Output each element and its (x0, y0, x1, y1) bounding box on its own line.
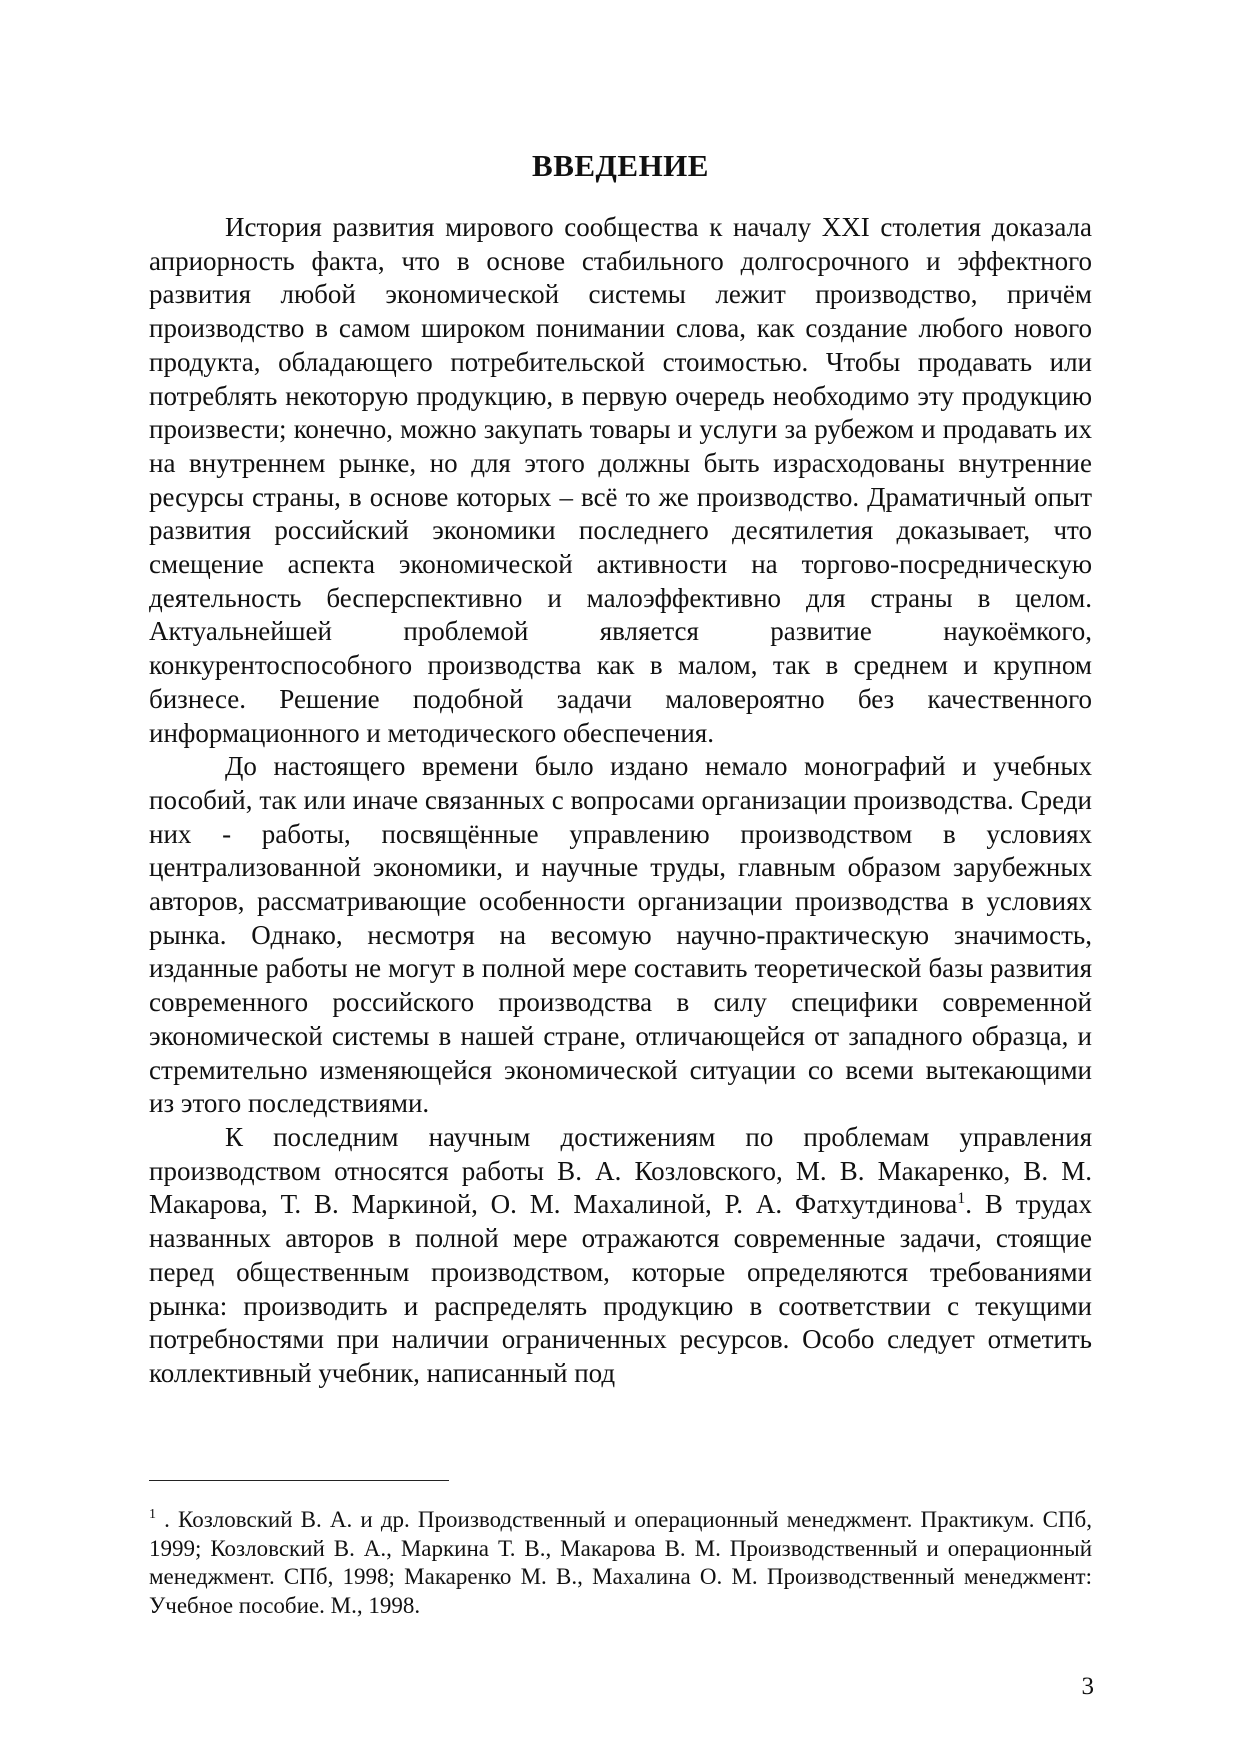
paragraph-2: До настоящего времени было издано немало монографий и учебных пособий, так или иначе связанных с вопросами организации производства. Среди них - работы, посвящённые управлению производством в условиях централизованной экономики, и научные труды, главным образом зарубежных авторов, рассматривающие особенности организации производства в условиях рынка. Однако, несмотря на весомую научно-практическую значимость, изданные работы не могут в полной мере составить теоретической базы развития современного российского производства в силу специфики современной экономической системы в нашей стране, отличающейся от западного образца, и стремительно изменяющейся экономической ситуации со всеми вытекающими из этого последствиями. (149, 751, 1092, 1119)
paragraph-1: История развития мирового сообщества к началу XXI столетия доказала априорность факта, что в основе стабильного долгосрочного и эффектного развития любой экономической системы лежит производство, причём производство в самом широком понимании слова, как создание любого нового продукта, обладающего потребительской стоимостью. Чтобы продавать или потреблять некоторую продукцию, в первую очередь необходимо эту продукцию произвести; конечно, можно закупать товары и услуги за рубежом и продавать их на внутреннем рынке, но для этого должны быть израсходованы внутренние ресурсы страны, в основе которых – всё то же производство. Драматичный опыт развития российский экономики последнего десятилетия доказывает, что смещение аспекта экономической активности на торгово-посредническую деятельность бесперспективно и малоэффективно для страны в целом. Актуальнейшей проблемой является развитие наукоёмкого, конкурентоспособного производства как в малом, так в среднем и крупном бизнесе. Решение подобной задачи маловероятно без качественного информационного и методического обеспечения. (149, 212, 1092, 748)
footnote-entry (149, 1506, 1092, 1620)
paragraph-3 (149, 1121, 1092, 1391)
paragraph-3-text-before-note: К последним научным достижениям по проблемам управления производством относятся работы В. А. Козловского, М. В. Макаренко, В. М. Макарова, Т. В. Маркиной, О. М. Махалиной, Р. А. Фатхутдинова (149, 1121, 1092, 1220)
paragraph-3-text-after-note: . В трудах названных авторов в полной мере отражаются современные задачи, стоящие перед общественным производством, которые определяются требованиями рынка: производить и распределять продукцию в соответствии с текущими потребностями при наличии ограниченных ресурсов. Особо следует отметить коллективный учебник, написанный под (149, 1189, 1092, 1388)
footnote-text: . Козловский В. А. и др. Производственный и операционный менеджмент. Практикум. СПб, 1999; Козловский В. А., Маркина Т. В., Макарова В. М. Производственный и операционный менеджмент. СПб, 1998; Макаренко М. В., Махалина О. М. Производственный менеджмент: Учебное пособие. М., 1998. (149, 1507, 1092, 1618)
footnote (149, 1506, 1092, 1620)
footnote-mark: 1 (149, 1507, 156, 1522)
footnote-separator (149, 1480, 449, 1481)
footnote-reference-mark[interactable]: 1 (957, 1190, 966, 1208)
main-text (149, 211, 1092, 1391)
page-title: ВВЕДЕНИЕ (532, 148, 709, 183)
page-number: 3 (1081, 1673, 1094, 1700)
